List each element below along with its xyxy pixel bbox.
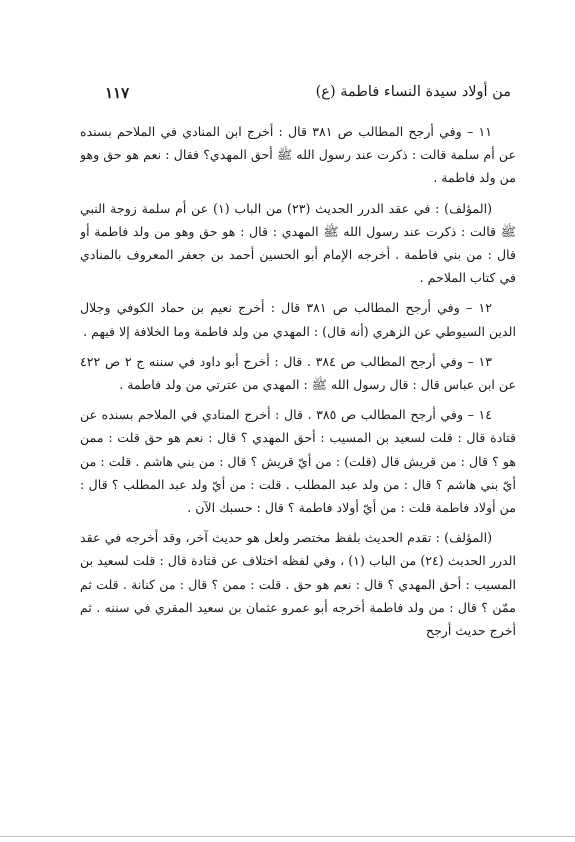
paragraph-author-note-1: (المؤلف) : في عقد الدرر الحديث (٢٣) من الباب (١) عن أم سلمة زوجة النبي ﷺ قالت : ذكرت عند رسول الله ﷺ المهدي : قال : هو حق وهو من ولد فاطمة أو قال : من بني فاطمة . أخرجه الإمام أبو الحسين أحمد بن جعفر المعروف بالمنادي في كتاب الملاحم . [80,200,516,286]
paragraph-hadith-12: ١٢ – وفي أرجح المطالب ص ٣٨١ قال : أخرج نعيم بن حماد الكوفي وجلال الدين السيوطي عن الزهري (أنه قال) : المهدي من ولد فاطمة وما الخلافة إلا فيهم . [80,300,516,339]
paragraph-hadith-11: ١١ – وفي أرجح المطالب ص ٣٨١ قال : أخرج ابن المنادي في الملاحم بسنده عن أم سلمة قالت : ذكرت عند رسول الله ﷺ أحق المهدي؟ فقال : نعم هو حق وهو من ولد فاطمة . [80,124,516,186]
paragraph-author-note-2: (المؤلف) : تقدم الحديث بلفظ مختصر ولعل هو حديث آخر، وقد أخرجه في عقد الدرر الحديث (٢٤) من الباب (١) ، وفي لفظه اختلاف عن قتادة قال : قلت لسعيد بن المسيب : أحق المهدي ؟ قال : نعم هو حق . قلت : ممن ؟ قال : من كنانة . قلت ثم ممّن ؟ قال : من ولد فاطمة أخرجه أبو عمرو عثمان بن سعيد المقري في سننه . ثم أخرج حديث أرجح [80,530,516,639]
body-text [80,120,516,740]
running-title: من أولاد سيدة النساء فاطمة (ع) [315,84,511,100]
page-header [105,84,511,108]
paragraph-hadith-13: ١٣ – وفي أرجح المطالب ص ٣٨٤ . قال : أخرج أبو داود في سننه ج ٢ ص ٤٢٢ عن ابن عباس قال : قال رسول الله ﷺ : المهدي من عترتي من ولد فاطمة . [80,353,516,393]
paragraph-hadith-14: ١٤ – وفي أرجح المطالب ص ٣٨٥ . قال : أخرج المنادي في الملاحم بسنده عن قتادة قال : قلت لسعيد بن المسيب : أحق المهدي ؟ قال : نعم هو حق قلت : ممن هو ؟ قال : من قريش قال (قلت) : من أيّ قريش ؟ قال : من بني هاشم . قلت : من أيّ بني هاشم ؟ قال : من ولد عبد المطلب . قلت : من أيّ ولد عبد المطلب ؟ قال : من أولاد فاطمة قلت : من أيّ أولاد فاطمة ؟ قال : حسبك الآن . [80,407,516,516]
bottom-rule [0,836,575,837]
page-number: ١١٧ [105,84,130,102]
